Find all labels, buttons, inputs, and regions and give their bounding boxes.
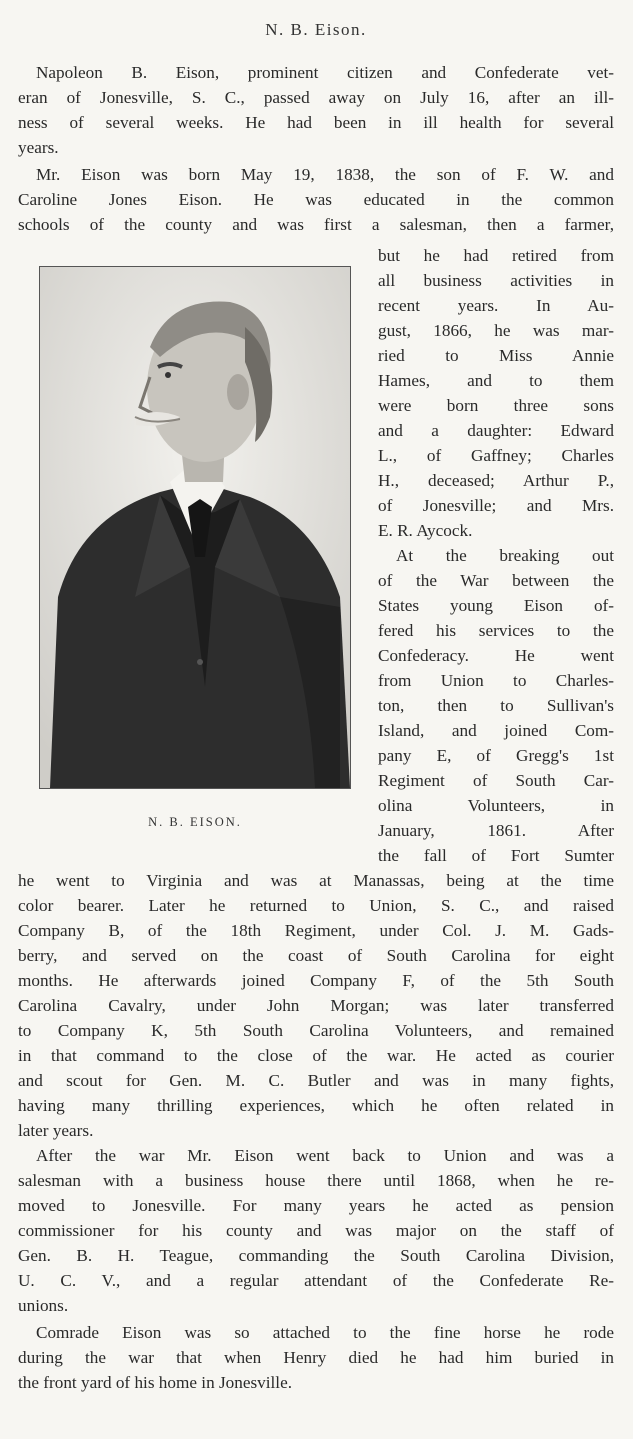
text-line: in that command to the close of the war. He acted as courier — [18, 1046, 614, 1065]
text-line: eran of Jonesville, S. C., passed away on July 16, after an ill- — [18, 88, 614, 107]
text-line: Comrade Eison was so attached to the fine horse he rode — [36, 1323, 614, 1342]
text-line: After the war Mr. Eison went back to Union and was a — [36, 1146, 614, 1165]
text-line: the front yard of his home in Jonesville. — [18, 1373, 292, 1392]
text-line: pany E, of Gregg's 1st — [378, 746, 614, 765]
text-line: during the war that when Henry died he had him buried in — [18, 1348, 614, 1367]
text-line: Hames, and to them — [378, 371, 614, 390]
photo-caption: N. B. EISON. — [148, 815, 242, 829]
text-line: all business activities in — [378, 271, 614, 290]
text-line: States young Eison of- — [378, 596, 614, 615]
document-page — [18, 0, 614, 1439]
text-line: and scout for Gen. M. C. Butler and was in many fights, — [18, 1071, 614, 1090]
text-line: At the breaking out — [396, 546, 614, 565]
text-line: Island, and joined Com- — [378, 721, 614, 740]
text-line: unions. — [18, 1296, 69, 1315]
text-line: salesman with a business house there until 1868, when he re- — [18, 1171, 614, 1190]
text-line: Caroline Jones Eison. He was educated in the common — [18, 190, 614, 209]
text-line: H., deceased; Arthur P., — [378, 471, 614, 490]
text-line: to Company K, 5th South Carolina Volunteers, and remained — [18, 1021, 614, 1040]
text-line: ness of several weeks. He had been in ill health for several — [18, 113, 614, 132]
text-line: but he had retired from — [378, 246, 614, 265]
text-line: from Union to Charles- — [378, 671, 614, 690]
text-line: Carolina Cavalry, under John Morgan; was later transferred — [18, 996, 614, 1015]
text-line: schools of the county and was first a salesman, then a farmer, — [18, 215, 614, 234]
page-header: N. B. Eison. — [265, 20, 367, 39]
text-line: E. R. Aycock. — [378, 521, 473, 540]
text-line: berry, and served on the coast of South Carolina for eight — [18, 946, 614, 965]
text-line: Confederacy. He went — [378, 646, 614, 665]
text-line: the fall of Fort Sumter — [378, 846, 614, 865]
text-line: he went to Virginia and was at Manassas, being at the time — [18, 871, 614, 890]
text-line: olina Volunteers, in — [378, 796, 614, 815]
portrait-image — [40, 267, 350, 788]
text-line: U. C. V., and a regular attendant of the Confederate Re- — [18, 1271, 614, 1290]
text-line: were born three sons — [378, 396, 614, 415]
text-line: of the War between the — [378, 571, 614, 590]
text-line: ton, then to Sullivan's — [378, 696, 614, 715]
portrait-photo — [39, 266, 351, 789]
text-line: moved to Jonesville. For many years he acted as pension — [18, 1196, 614, 1215]
text-line: Gen. B. H. Teague, commanding the South Carolina Division, — [18, 1246, 614, 1265]
text-line: L., of Gaffney; Charles — [378, 446, 614, 465]
text-line: recent years. In Au- — [378, 296, 614, 315]
text-line: color bearer. Later he returned to Union, S. C., and raised — [18, 896, 614, 915]
text-line: commissioner for his county and was major on the staff of — [18, 1221, 614, 1240]
text-line: having many thrilling experiences, which he often related in — [18, 1096, 614, 1115]
text-line: ried to Miss Annie — [378, 346, 614, 365]
text-line: of Jonesville; and Mrs. — [378, 496, 614, 515]
text-line: Company B, of the 18th Regiment, under Col. J. M. Gads- — [18, 921, 614, 940]
text-line: Mr. Eison was born May 19, 1838, the son of F. W. and — [36, 165, 614, 184]
text-line: and a daughter: Edward — [378, 421, 614, 440]
text-line: fered his services to the — [378, 621, 614, 640]
text-line: Regiment of South Car- — [378, 771, 614, 790]
text-line: years. — [18, 138, 59, 157]
text-line: later years. — [18, 1121, 94, 1140]
text-line: months. He afterwards joined Company F, of the 5th South — [18, 971, 614, 990]
text-line: January, 1861. After — [378, 821, 614, 840]
text-line: Napoleon B. Eison, prominent citizen and Confederate vet- — [36, 63, 614, 82]
text-line: gust, 1866, he was mar- — [378, 321, 614, 340]
